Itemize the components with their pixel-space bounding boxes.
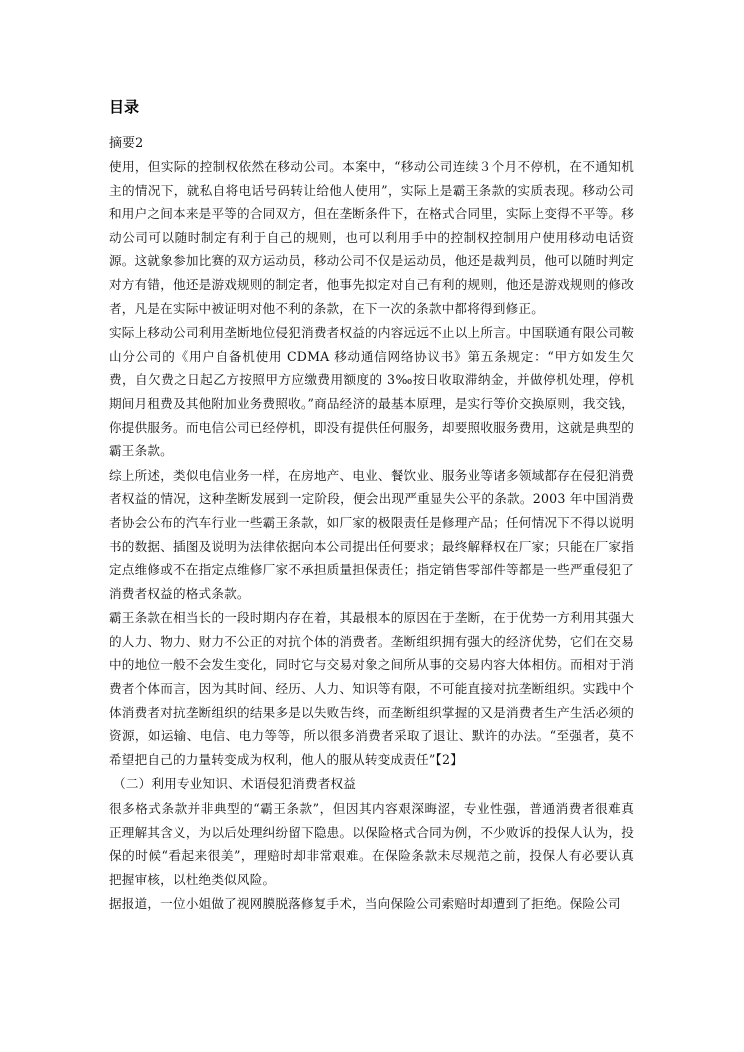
document-body [109, 155, 634, 917]
section-heading: （二）利用专业知识、术语侵犯消费者权益 [113, 776, 357, 792]
paragraph: 综上所述，类似电信业务一样，在房地产、电业、餐饮业、服务业等诸多领域都存在侵犯消费者权益的情况，这种垄断发展到一定阶段，便会出现严重显失公平的条款。2003 年中国消费者协会公布的汽车行业一些霸王条款，如厂家的极限责任是修理产品；任何情况下不得以说明书的数据、插图及说明为法律依据向本公司提出任何要求；最终解释权在厂家；只能在厂家指定点维修或不在指定点维修厂家不承担质量担保责任；指定销售零部件等都是一些严重侵犯了消费者权益的格式条款。 [109, 467, 634, 601]
paragraph: 据报道，一位小姐做了视网膜脱落修复手术，当向保险公司索赔时却遭到了拒绝。保险公司 [109, 896, 621, 912]
document-title: 目录 [109, 98, 140, 116]
paragraph: 实际上移动公司利用垄断地位侵犯消费者权益的内容远远不止以上所言。中国联通有限公司鞍山分公司的《用户自备机使用 CDMA 移动通信网络协议书》第五条规定：“甲方如发生欠费，自欠费之日起乙方按照甲方应缴费用额度的 3‰按日收取滞纳金，并做停机处理，停机期间月租费及其他附加业务费照收。”商品经济的最基本原理，是实行等价交换原则，我交钱，你提供服务。而电信公司已经停机，即没有提供任何服务，却要照收服务费用，这就是典型的霸王条款。 [109, 325, 634, 459]
paragraph: 很多格式条款并非典型的“霸王条款”，但因其内容艰深晦涩，专业性强，普通消费者很难真正理解其含义，为以后处理纠纷留下隐患。以保险格式合同为例，不少败诉的投保人认为，投保的时候“看起来很美”，理赔时却非常艰难。在保险条款未尽规范之前，投保人有必要认真把握审核，以杜绝类似风险。 [109, 801, 634, 887]
paragraph: 使用，但实际的控制权依然在移动公司。本案中，“移动公司连续３个月不停机，在不通知机主的情况下，就私自将电话号码转让给他人使用”，实际上是霸王条款的实质表现。移动公司和用户之间本来是平等的合同双方，但在垄断条件下，在格式合同里，实际上变得不平等。移动公司可以随时制定有利于自己的规则，也可以利用手中的控制权控制用户使用移动电话资源。这就象参加比赛的双方运动员，移动公司不仅是运动员，他还是裁判员，他可以随时判定对方有错，他还是游戏规则的制定者，他事先拟定对自己有利的规则，他还是游戏规则的修改者，凡是在实际中被证明对他不利的条款，在下一次的条款中都将得到修正。 [109, 159, 634, 316]
paragraph: 霸王条款在相当长的一段时期内存在着，其最根本的原因在于垄断，在于优势一方利用其强大的人力、物力、财力不公正的对抗个体的消费者。垄断组织拥有强大的经济优势，它们在交易中的地位一般不会发生变化，同时它与交易对象之间所从事的交易内容大体相仿。而相对于消费者个体而言，因为其时间、经历、人力、知识等有限，不可能直接对抗垄断组织。实践中个体消费者对抗垄断组织的结果多是以失败告终，而垄断组织掌握的又是消费者生产生活必须的资源，如运输、电信、电力等等，所以很多消费者采取了退让、默许的办法。“至强者，莫不希望把自己的力量转变成为权利，他人的服从转变成责任”【2】 [109, 610, 634, 767]
toc-entry: 摘要2 [109, 136, 144, 151]
